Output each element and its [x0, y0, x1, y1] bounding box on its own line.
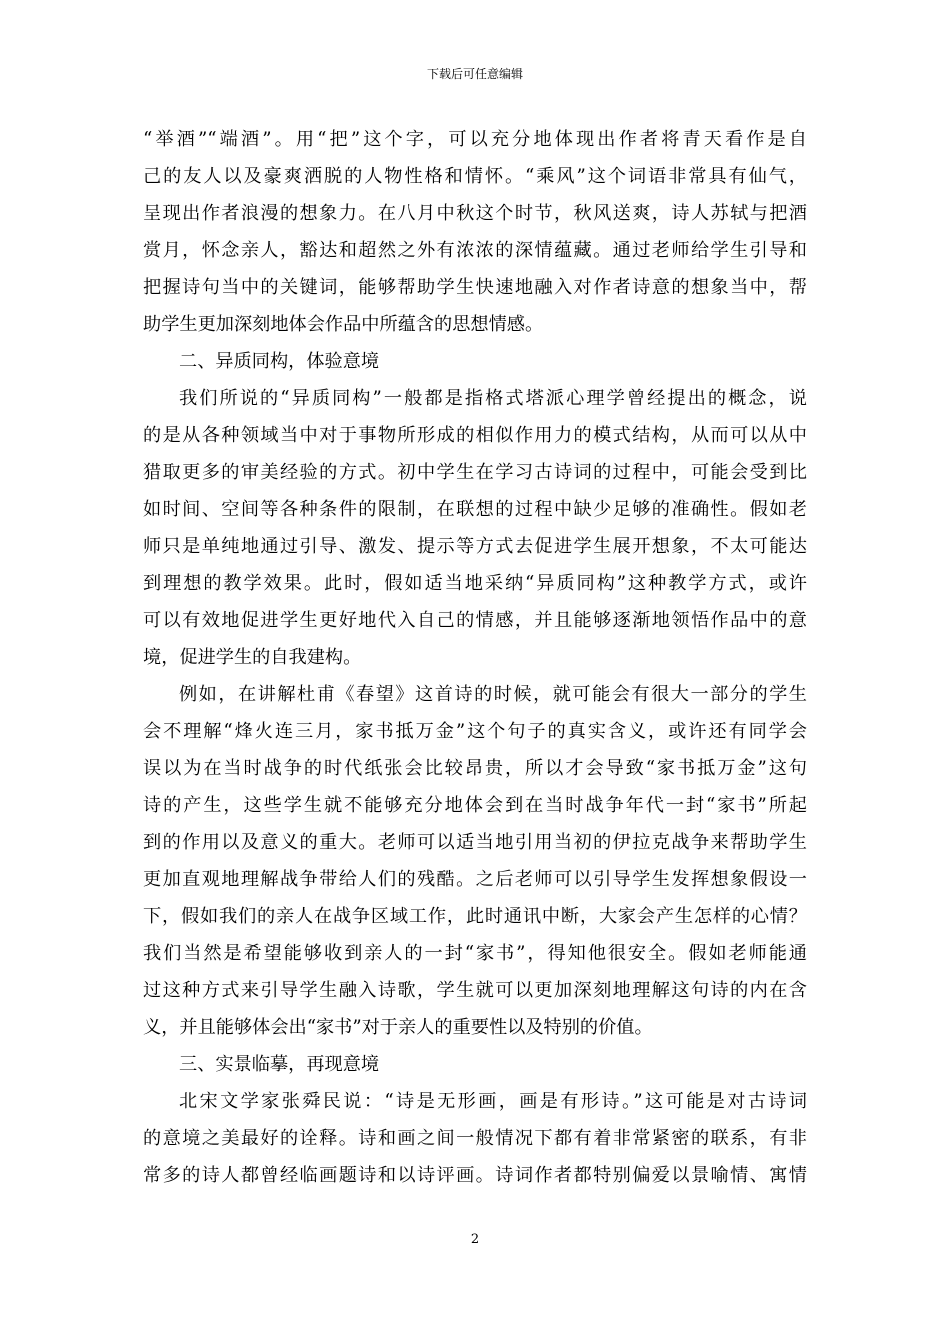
text-line: 会不理解“烽火连三月，家书抵万金”这个句子的真实含义，或许还有同学会 [143, 721, 807, 742]
text-line: 到理想的教学效果。此时，假如适当地采纳“异质同构”这种教学方式，或许 [143, 573, 807, 594]
page-header: 下载后可任意编辑 [426, 67, 523, 81]
text-line: 助学生更加深刻地体会作品中所蕴含的思想情感。 [143, 314, 544, 335]
text-line: 师只是单纯地通过引导、激发、提示等方式去促进学生展开想象，不太可能达 [143, 536, 807, 557]
text-line: 二、异质同构，体验意境 [179, 351, 380, 372]
text-line: 更加直观地理解战争带给人们的残酷。之后老师可以引导学生发挥想象假设一 [143, 869, 807, 890]
text-line: 的是从各种领域当中对于事物所形成的相似作用力的模式结构，从而可以从中 [143, 425, 807, 446]
text-line: 我们当然是希望能够收到亲人的一封“家书”，得知他很安全。假如老师能通 [143, 943, 807, 964]
text-line: 我们所说的“异质同构”一般都是指格式塔派心理学曾经提出的概念，说 [179, 388, 807, 409]
text-line: 把握诗句当中的关键词，能够帮助学生快速地融入对作者诗意的想象当中，帮 [143, 277, 807, 298]
text-line: 猎取更多的审美经验的方式。初中学生在学习古诗词的过程中，可能会受到比 [143, 462, 807, 483]
text-line: 境，促进学生的自我建构。 [143, 647, 362, 668]
text-line: 己的友人以及豪爽洒脱的人物性格和情怀。“乘风”这个词语非常具有仙气， [143, 166, 807, 187]
text-line: 呈现出作者浪漫的想象力。在八月中秋这个时节，秋风送爽，诗人苏轼与把酒 [143, 203, 807, 224]
document-body [143, 121, 807, 1194]
text-line: 赏月，怀念亲人，豁达和超然之外有浓浓的深情蕴藏。通过老师给学生引导和 [143, 240, 807, 261]
text-line: 义，并且能够体会出“家书”对于亲人的重要性以及特别的价值。 [143, 1017, 653, 1038]
text-line: 误以为在当时战争的时代纸张会比较昂贵，所以才会导致“家书抵万金”这句 [143, 758, 807, 779]
text-line: 过这种方式来引导学生融入诗歌，学生就可以更加深刻地理解这句诗的内在含 [143, 980, 807, 1001]
text-line: “举酒”“端酒”。用“把”这个字，可以充分地体现出作者将青天看作是自 [143, 129, 807, 150]
text-line: 北宋文学家张舜民说：“诗是无形画，画是有形诗。”这可能是对古诗词 [179, 1091, 807, 1112]
page-number: 2 [470, 1232, 480, 1247]
text-line: 到的作用以及意义的重大。老师可以适当地引用当初的伊拉克战争来帮助学生 [143, 832, 807, 853]
text-line: 的意境之美最好的诠释。诗和画之间一般情况下都有着非常紧密的联系，有非 [143, 1128, 807, 1149]
text-line: 例如，在讲解杜甫《春望》这首诗的时候，就可能会有很大一部分的学生 [179, 684, 807, 705]
text-line: 常多的诗人都曾经临画题诗和以诗评画。诗词作者都特别偏爱以景喻情、寓情 [143, 1165, 807, 1186]
text-line: 下，假如我们的亲人在战争区域工作，此时通讯中断，大家会产生怎样的心情？ [143, 906, 807, 927]
text-line: 三、实景临摹，再现意境 [179, 1054, 380, 1075]
text-line: 如时间、空间等各种条件的限制，在联想的过程中缺少足够的准确性。假如老 [143, 499, 807, 520]
text-line: 可以有效地促进学生更好地代入自己的情感，并且能够逐渐地领悟作品中的意 [143, 610, 807, 631]
text-line: 诗的产生，这些学生就不能够充分地体会到在当时战争年代一封“家书”所起 [143, 795, 807, 816]
